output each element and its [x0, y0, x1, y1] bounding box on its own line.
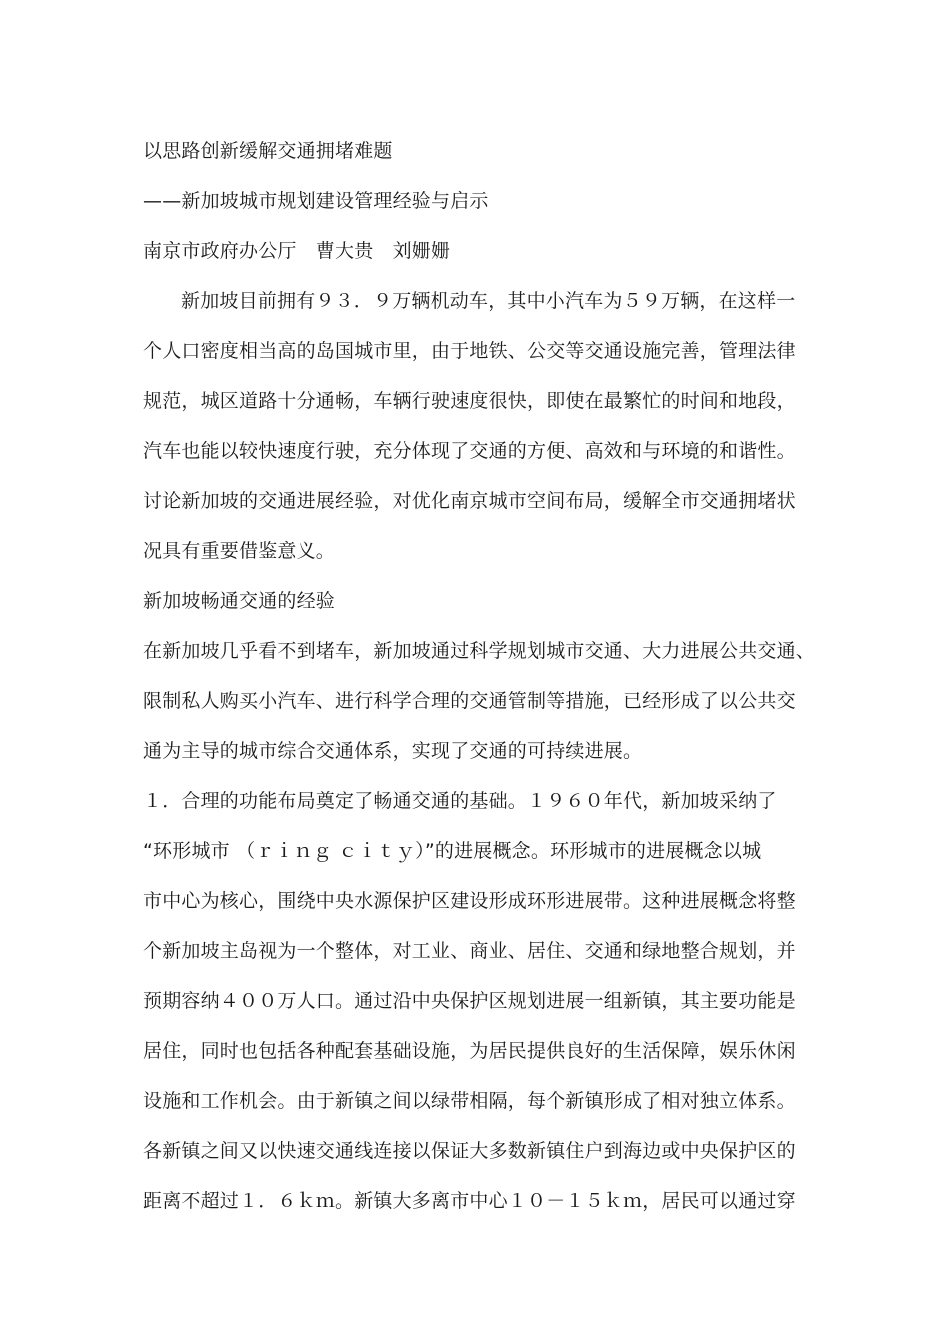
paragraph-line: 设施和工作机会。由于新镇之间以绿带相隔，每个新镇形成了相对独立体系。 [143, 1090, 796, 1112]
paragraph-line: 市中心为核心，围绕中央水源保护区建设形成环形进展带。这种进展概念将整 [143, 890, 796, 912]
paragraph-line: 新加坡目前拥有９３．９万辆机动车，其中小汽车为５９万辆，在这样一 [181, 290, 796, 312]
paragraph-line: 通为主导的城市综合交通体系，实现了交通的可持续进展。 [143, 740, 643, 762]
paragraph-line: 在新加坡几乎看不到堵车，新加坡通过科学规划城市交通、大力进展公共交通、 [143, 640, 816, 662]
paragraph-line: 预期容纳４００万人口。通过沿中央保护区规划进展一组新镇，其主要功能是 [143, 990, 796, 1012]
paragraph-line: 规范，城区道路十分通畅，车辆行驶速度很快，即使在最繁忙的时间和地段， [143, 390, 796, 412]
paragraph-line: 个新加坡主岛视为一个整体，对工业、商业、居住、交通和绿地整合规划，并 [143, 940, 796, 962]
paragraph-line: 讨论新加坡的交通进展经验，对优化南京城市空间布局，缓解全市交通拥堵状 [143, 490, 796, 512]
paragraph-line: 限制私人购买小汽车、进行科学合理的交通管制等措施，已经形成了以公共交 [143, 690, 796, 712]
paragraph-line: 各新镇之间又以快速交通线连接以保证大多数新镇住户到海边或中央保护区的 [143, 1140, 796, 1162]
paragraph-line: 汽车也能以较快速度行驶，充分体现了交通的方便、高效和与环境的和谐性。 [143, 440, 796, 462]
paragraph-line: 居住，同时也包括各种配套基础设施，为居民提供良好的生活保障，娱乐休闲 [143, 1040, 796, 1062]
document-subtitle: ——新加坡城市规划建设管理经验与启示 [143, 190, 489, 212]
paragraph-line: 距离不超过１．６ｋｍ。新镇大多离市中心１０－１５ｋｍ，居民可以通过穿 [143, 1190, 796, 1212]
paragraph-line: 况具有重要借鉴意义。 [143, 540, 336, 562]
section-heading: 新加坡畅通交通的经验 [143, 590, 336, 612]
document-title: 以思路创新缓解交通拥堵难题 [143, 140, 393, 162]
paragraph-line: “环形城市 （ｒｉｎｇ ｃｉｔｙ）”的进展概念。环形城市的进展概念以城 [143, 840, 762, 862]
paragraph-line: 个人口密度相当高的岛国城市里，由于地铁、公交等交通设施完善，管理法律 [143, 340, 796, 362]
document-byline: 南京市政府办公厅 曹大贵 刘姗姗 [143, 240, 451, 262]
paragraph-line: １．合理的功能布局奠定了畅通交通的基础。１９６０年代，新加坡采纳了 [143, 790, 777, 812]
